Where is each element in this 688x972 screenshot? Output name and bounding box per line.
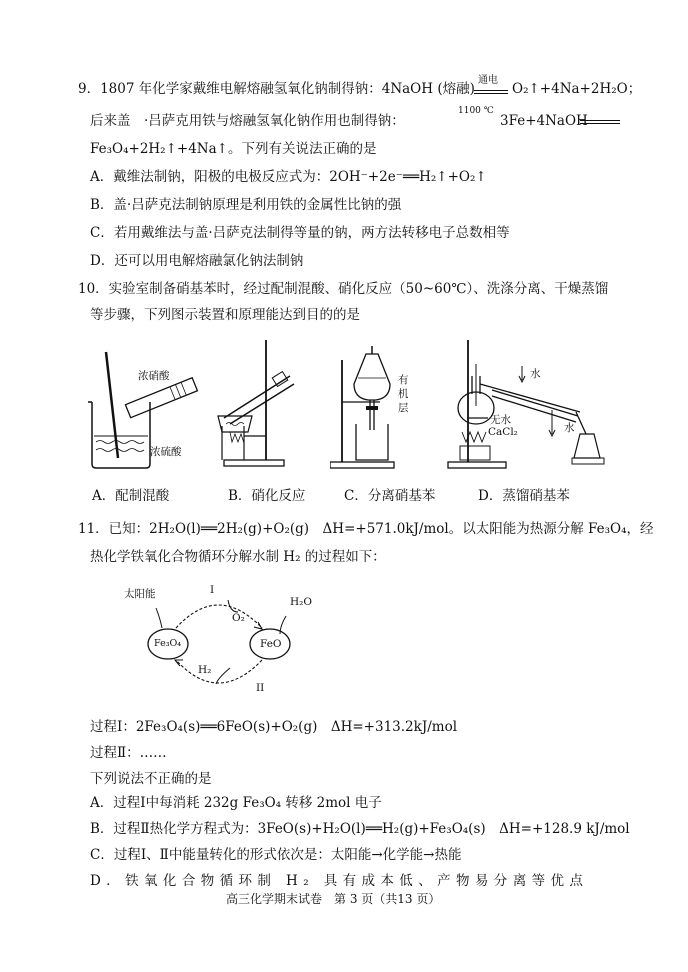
label-water-in: 水 — [530, 368, 541, 380]
q11-line2: 热化学铁氧化合物循环分解水制 H₂ 的过程如下： — [90, 549, 386, 565]
label-h2: H₂ — [198, 664, 212, 676]
node-fe3o4: Fe₃O₄ — [154, 638, 182, 649]
apparatus-b-nitration — [214, 336, 304, 471]
label-org-3: 层 — [398, 402, 409, 414]
label-stage-1: I — [210, 584, 215, 596]
q11-option-a: A．过程Ⅰ中每消耗 232g Fe₃O₄ 转移 2mol 电子 — [90, 795, 382, 811]
label-h2o: H₂O — [290, 596, 312, 608]
q9-option-c: C．若用戴维法与盖·吕萨克法制得等量的钠，两方法转移电子总数相等 — [90, 225, 510, 241]
q9-option-b: B．盖·吕萨克法制钠原理是利用铁的金属性比钠的强 — [90, 197, 402, 213]
label-org-2: 机 — [398, 388, 409, 400]
label-anhydrous: 无水 — [490, 414, 511, 426]
q10-line1: 10．实验室制备硝基苯时，经过配制混酸、硝化反应（50~60℃）、洗涤分离、干燥蒸馏 — [78, 281, 609, 297]
q11-line1: 11．已知：2H₂O(l)══2H₂(g)+O₂(g) ΔH=+571.0kJ/mol。以太阳能为热源分解 Fe₃O₄，经 — [78, 521, 654, 537]
q9-line2: 后来盖 ·吕萨克用铁与熔融氢氧化钠作用也制得钠： — [90, 113, 405, 129]
label-sun-energy: 太阳能 — [124, 588, 156, 600]
q10-option-c: C．分离硝基苯 — [344, 488, 436, 504]
label-nitric-acid: 浓硝酸 — [138, 370, 170, 382]
q9-equals-sign-2 — [580, 120, 620, 124]
q10-line2: 等步骤，下列图示装置和原理能达到目的的是 — [90, 307, 360, 323]
apparatus-a-mixing-acid — [86, 346, 206, 471]
label-cacl2: CaCl₂ — [488, 426, 518, 438]
q11-process-1: 过程Ⅰ：2Fe₃O₄(s)══6FeO(s)+O₂(g) ΔH=+313.2kJ/mol — [90, 719, 458, 735]
q10-option-d: D．蒸馏硝基苯 — [478, 488, 570, 504]
q9-condition-temp: 1100 ℃ — [458, 106, 494, 116]
q9-line1: 9．1807 年化学家戴维电解熔融氢氧化钠制得钠：4NaOH (熔融) — [78, 81, 475, 97]
label-water-out: 水 — [564, 422, 575, 434]
q11-option-b: B．过程Ⅱ热化学方程式为：3FeO(s)+H₂O(l)══H₂(g)+Fe₃O₄(s) ΔH=+128.9 kJ/mol — [90, 821, 630, 837]
q9-line2-reactants: 3Fe+4NaOH — [500, 113, 588, 129]
label-sulfuric-acid: 浓硫酸 — [150, 446, 182, 458]
q9-equals-arrow — [474, 90, 508, 94]
q10-option-b: B．硝化反应 — [228, 488, 306, 504]
q10-option-a: A．配制混酸 — [92, 488, 170, 504]
q11-process-2: 过程Ⅱ：…… — [90, 745, 167, 761]
q11-option-d: D．铁氧化合物循环制 H₂ 具有成本低、产物易分离等优点 — [90, 873, 589, 889]
page-footer: 高三化学期末试卷 第 3 页（共13 页） — [226, 892, 441, 906]
q11-ask: 下列说法不正确的是 — [90, 771, 212, 787]
apparatus-d-distillation — [440, 336, 610, 472]
label-stage-2: II — [256, 682, 265, 694]
q11-option-c: C．过程Ⅰ、Ⅱ中能量转化的形式依次是：太阳能→化学能→热能 — [90, 847, 462, 863]
label-org-1: 有 — [398, 374, 409, 386]
node-feo: FeO — [260, 638, 282, 650]
q9-line3: Fe₃O₄+2H₂↑+4Na↑。下列有关说法正确的是 — [90, 141, 377, 157]
q9-condition-electrolysis: 通电 — [478, 75, 498, 86]
q9-option-d: D．还可以用电解熔融氯化钠法制钠 — [90, 253, 304, 269]
q9-line1-products: O₂↑+4Na+2H₂O； — [512, 81, 642, 97]
q9-option-a: A．戴维法制钠，阳极的电极反应式为：2OH⁻+2e⁻══H₂↑+O₂↑ — [90, 169, 487, 185]
label-o2: O₂ — [232, 612, 245, 624]
